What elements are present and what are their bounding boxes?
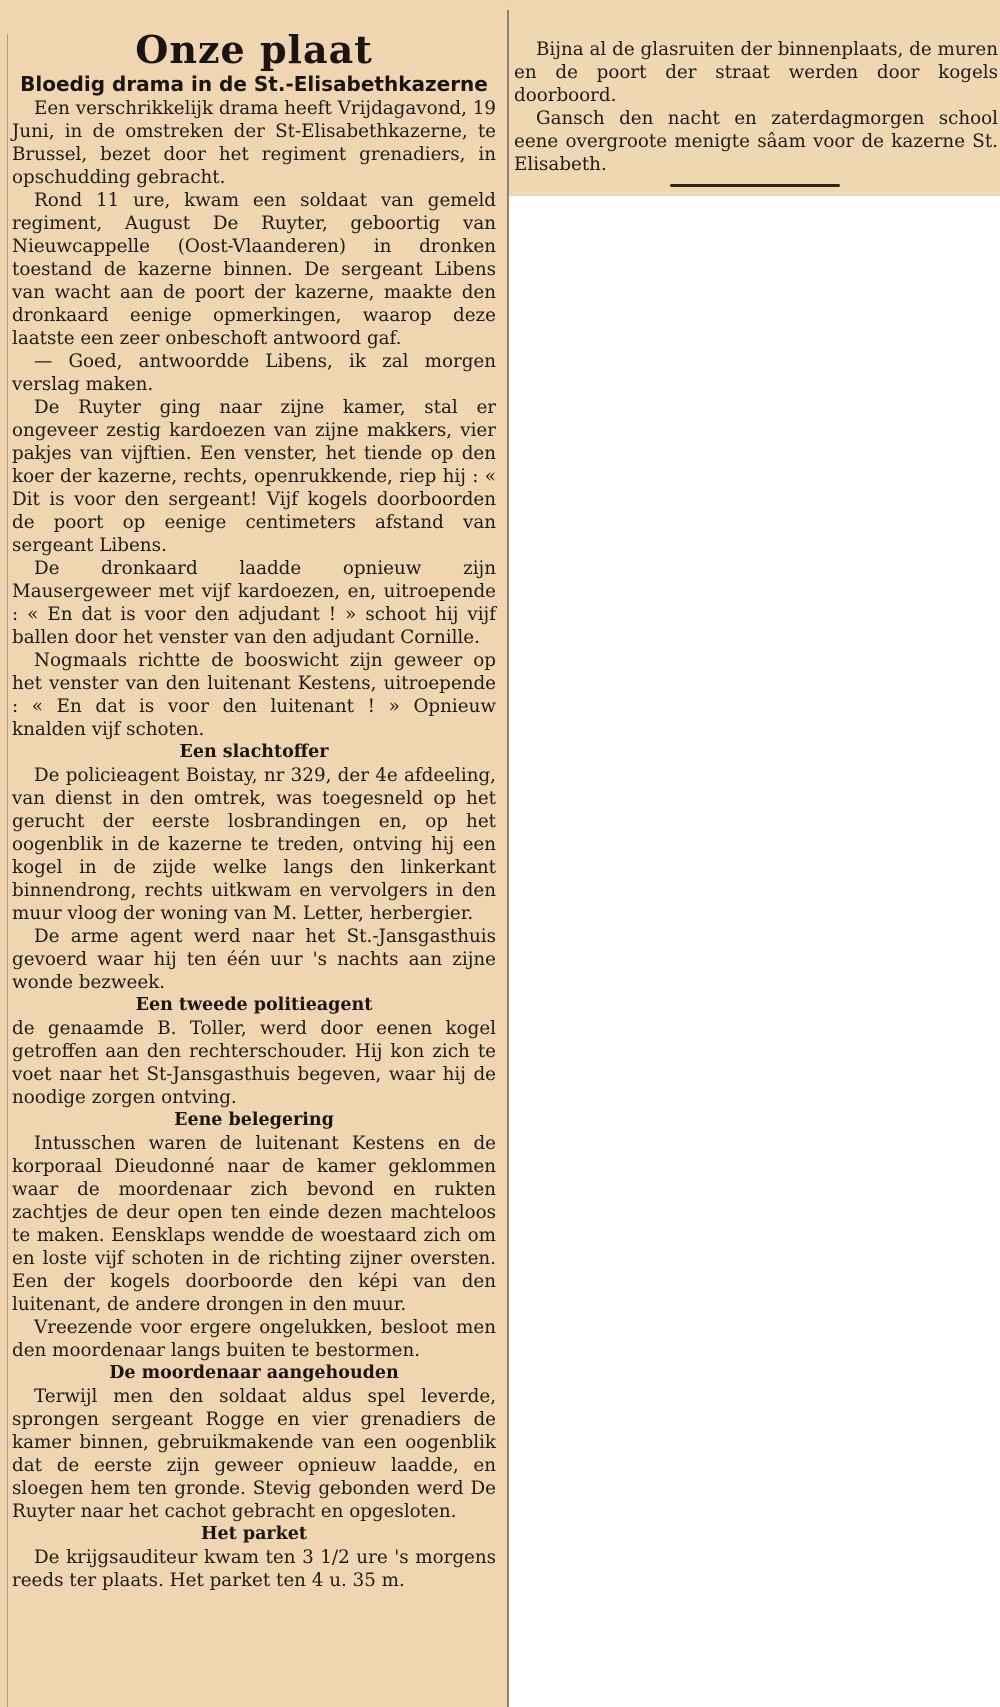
section-heading-1: Een slachtoffer [179,742,329,762]
paragraph-12: Terwijl men den soldaat aldus spel leverde, sprongen sergeant Rogge en vier grenadiers de kamer binnen, gebruikmakende van een oogenblik dat de eerste zijn geweer opnieuw laadde, en sloegen hem ten gronde. Stevig gebonden werd De Ruyter naar het cachot gebracht en opgesloten. [12,1386,496,1522]
subheadline: Bloedig drama in de St.-Elisabethkazerne [20,72,488,96]
headline: Onze plaat [135,27,373,72]
paragraph-2: Rond 11 ure, kwam een soldaat van gemeld regiment, August De Ruyter, geboortig van Nieuwcappelle (Oost-Vlaanderen) in dronken toestand de kazerne binnen. De sergeant Libens van wacht aan de poort der kazerne, maakte den dronkaard eenige opmerkingen, waarop deze laatste een zeer onbeschoft antwoord gaf. [12,190,496,349]
paragraph-6: Nogmaals richtte de booswicht zijn geweer op het venster van den luitenant Kestens, uitroepende : « En dat is voor den luitenant ! » Opnieuw knalden vijf schoten. [12,650,496,740]
paragraph-13: De krijgsauditeur kwam ten 3 1/2 ure 's morgens reeds ter plaats. Het parket ten 4 u. 35 m. [12,1547,496,1591]
right-paragraph-1: Bijna al de glasruiten der binnenplaats, de muren en de poort der straat werden door kogels doorboord. [514,39,998,106]
section-heading-2: Een tweede politieagent [135,995,373,1015]
section-heading-5: Het parket [201,1524,307,1544]
section-heading-4: De moordenaar aangehouden [109,1363,399,1383]
column-divider [507,10,509,1707]
right-column [509,0,1000,196]
paragraph-3: — Goed, antwoordde Libens, ik zal morgen verslag maken. [12,351,496,395]
paragraph-10: Intusschen waren de luitenant Kestens en de korporaal Dieudonné naar de kamer geklommen waar de moordenaar zich bevond en rukten zachtjes de deur open ten einde dezen machteloos te maken. Eensklaps wendde de woestaard zich om en loste vijf schoten in de richting zijner oversten. Een der kogels doorboorde den képi van den luitenant, de andere drongen in den muur. [12,1133,496,1315]
end-rule [670,184,840,187]
paragraph-11: Vreezende voor ergere ongelukken, besloot men den moordenaar langs buiten te bestormen. [12,1317,496,1361]
right-paragraph-2: Gansch den nacht en zaterdagmorgen school eene overgroote menigte sâam voor de kazerne St. Elisabeth. [514,108,998,175]
paragraph-8: De arme agent werd naar het St.-Jansgasthuis gevoerd waar hij ten één uur 's nachts aan zijne wonde bezweek. [12,926,496,993]
paragraph-9: de genaamde B. Toller, werd door eenen kogel getroffen aan den rechterschouder. Hij kon zich te voet naar het St-Jansgasthuis begeven, waar hij de noodige zorgen ontving. [12,1018,496,1108]
paragraph-7: De policieagent Boistay, nr 329, der 4e afdeeling, van dienst in den omtrek, was toegesneld op het gerucht der eerste losbrandingen en, op het oogenblik in de kazerne te treden, ontving hij een kogel in de zijde welke langs den linkerkant binnendrong, rechts uitkwam en vervolgers in den muur vloog der woning van M. Letter, herbergier. [12,765,496,924]
paragraph-1: Een verschrikkelijk drama heeft Vrijdagavond, 19 Juni, in de omstreken der St-Elisabethkazerne, te Brussel, bezet door het regiment grenadiers, in opschudding gebracht. [12,98,496,188]
section-heading-3: Eene belegering [174,1110,334,1130]
column-left-border [7,34,8,1707]
paragraph-5: De dronkaard laadde opnieuw zijn Mausergeweer met vijf kardoezen, en, uitroepende : « En dat is voor den adjudant ! » schoot hij vijf ballen door het venster van den adjudant Cornille. [12,558,496,648]
paragraph-4: De Ruyter ging naar zijne kamer, stal er ongeveer zestig kardoezen van zijne makkers, vier pakjes van vijftien. Een venster, het tiende op den koer der kazerne, rechts, openrukkende, riep hij : « Dit is voor den sergeant! Vijf kogels doorboorden de poort op eenige centimeters afstand van sergeant Libens. [12,397,496,556]
